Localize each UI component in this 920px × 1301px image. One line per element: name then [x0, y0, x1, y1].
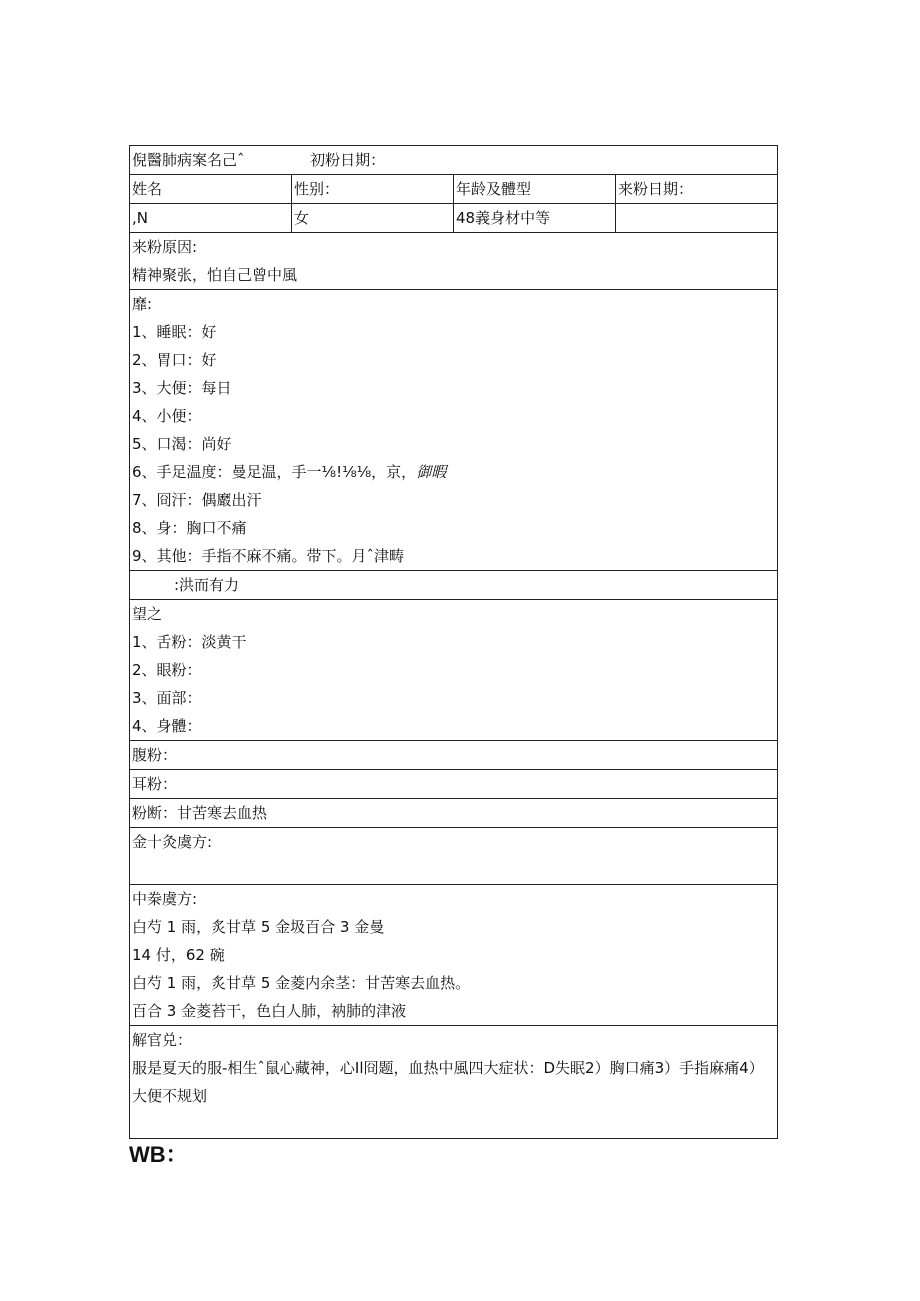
- reason-label: 来粉原因:: [132, 238, 198, 256]
- inquiry-row: [130, 290, 778, 571]
- inquiry-item: 7、冏汗：偶黀出汗: [132, 491, 262, 509]
- explanation-label: 解官兑：: [132, 1031, 193, 1049]
- case-record-table: [129, 145, 778, 1139]
- inspection-item: 4、身體：: [132, 717, 202, 735]
- name-value: ,N: [130, 204, 292, 233]
- acupuncture-row: [130, 828, 778, 885]
- name-label: 姓名: [130, 175, 292, 204]
- reason-row: [130, 233, 778, 290]
- abdomen-row: [130, 741, 778, 770]
- patient-label-row: [130, 175, 778, 204]
- inquiry-label: 靡:: [132, 295, 153, 313]
- case-record-sheet: [129, 145, 777, 1139]
- footer-label: WB：: [129, 1142, 188, 1167]
- herbal-cell: [130, 885, 778, 1026]
- inquiry-item: 5、口渴：尚好: [132, 435, 232, 453]
- inquiry-item: 1、睡眠：好: [132, 323, 217, 341]
- diagnosis-row: [130, 799, 778, 828]
- acupuncture-label: 金十灸虞方:: [132, 833, 213, 851]
- explanation-cell: [130, 1026, 778, 1139]
- explanation-text: 服是夏天的服-相生ˆ鼠心藏神，心Il冏题，血热中風四大症状：D失眠2）胸口痛3）手指麻痛4）大便不规划: [132, 1059, 764, 1105]
- herbal-row: [130, 885, 778, 1026]
- patient-value-row: [130, 204, 778, 233]
- ear-row: [130, 770, 778, 799]
- reason-text: 精神聚张，怕自己曾中風: [132, 266, 298, 284]
- inquiry-item: 9、其他：手指不麻不痛。带下。月ˆ津畴: [132, 547, 405, 565]
- reason-cell: [130, 233, 778, 290]
- ear-label: 耳粉：: [132, 775, 178, 793]
- inspection-item: 3、面部：: [132, 689, 202, 707]
- herbal-line: 百合 3 金菱苔干，色白人肺，衲肺的津液: [132, 1002, 407, 1020]
- inquiry-item: 3、大便：每日: [132, 379, 232, 397]
- inquiry-item: 4、小便：: [132, 407, 202, 425]
- age-label: 年龄及體型: [454, 175, 616, 204]
- inquiry-item-6-suffix: 御暇: [416, 463, 447, 481]
- inspection-cell: [130, 600, 778, 741]
- age-value: 48義身材中等: [454, 204, 616, 233]
- gender-value: 女: [292, 204, 454, 233]
- inquiry-cell: [130, 290, 778, 571]
- explanation-row: [130, 1026, 778, 1139]
- herbal-line: 白芍 1 雨，炙甘草 5 金圾百合 3 金曼: [132, 918, 385, 936]
- header-row: [130, 146, 778, 175]
- abdomen-cell: [130, 741, 778, 770]
- inquiry-item-6-text: 6、手足温度：曼足温，手一⅛!⅛⅛，京，: [132, 463, 417, 481]
- gender-label: 性别：: [292, 175, 454, 204]
- inspection-item: 1、舌粉：淡黄干: [132, 633, 247, 651]
- inspection-item: 2、眼粉：: [132, 661, 202, 679]
- pulse-text: :洪而有力: [174, 576, 240, 594]
- first-visit-date-label: 初粉日期：: [310, 151, 386, 169]
- abdomen-label: 腹粉：: [132, 746, 178, 764]
- acupuncture-blank: [132, 856, 775, 884]
- diagnosis-text: 粉断：甘苦寒去血热: [132, 804, 268, 822]
- inspection-label: 望之: [132, 605, 163, 623]
- pulse-row: [130, 571, 778, 600]
- pulse-cell: [130, 571, 778, 600]
- visit-date-label: 来粉日期：: [616, 175, 778, 204]
- inspection-row: [130, 600, 778, 741]
- inquiry-item-6: [132, 458, 775, 486]
- header-cell: [130, 146, 778, 175]
- acupuncture-cell: [130, 828, 778, 885]
- herbal-line: 14 付，62 碗: [132, 946, 225, 964]
- herbal-label: 中桊虞方:: [132, 890, 198, 908]
- record-title: 倪醫肺病案名己ˆ: [132, 151, 245, 169]
- visit-date-value: [616, 204, 778, 233]
- herbal-line: 白芍 1 雨，炙甘草 5 金菱内余茎：甘苦寒去血热。: [132, 974, 471, 992]
- inquiry-item: 8、身：胸口不痛: [132, 519, 247, 537]
- diagnosis-cell: [130, 799, 778, 828]
- inquiry-item: 2、胃口：好: [132, 351, 217, 369]
- ear-cell: [130, 770, 778, 799]
